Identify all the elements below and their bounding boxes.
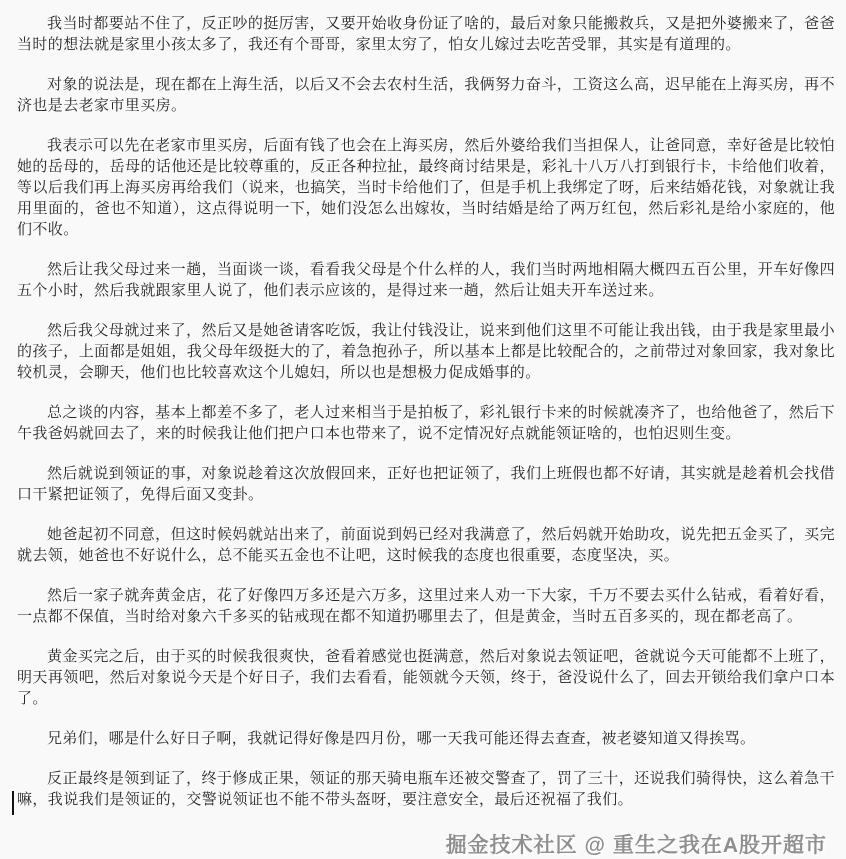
paragraph: 我当时都要站不住了，反正吵的挺厉害，又要开始收身份证了啥的，最后对象只能搬救兵，又是把外婆搬来了，爸爸当时的想法就是家里小孩太多了，我还有个哥哥，家里太穷了，怕女儿嫁过去吃苦受罪，其实是有道理的。 bbox=[17, 15, 835, 53]
paragraph: 然后一家子就奔黄金店，花了好像四万多还是六万多，这里过来人劝一下大家，千万不要去买什么钻戒，看着好看，一点都不保值，当时给对象六千多买的钻戒现在都不知道扔哪里去了，但是黄金，当时五百多买的，现在都老高了。 bbox=[17, 587, 835, 625]
paragraph: 对象的说法是，现在都在上海生活，以后又不会去农村生活，我俩努力奋斗，工资这么高，迟早能在上海买房，再不济也是去老家市里买房。 bbox=[17, 76, 835, 114]
paragraph: 然后就说到领证的事，对象说趁着这次放假回来，正好也把证领了，我们上班假也都不好请，其实就是趁着机会找借口干紧把证领了，免得后面又变卦。 bbox=[17, 465, 835, 503]
paragraph: 然后让我父母过来一趟，当面谈一谈，看看我父母是个什么样的人，我们当时两地相隔大概四五百公里，开车好像四五个小时，然后我就跟家里人说了，他们表示应该的，是得过来一趟，然后让姐夫开车送过来。 bbox=[17, 261, 835, 299]
paragraph: 总之谈的内容，基本上都差不多了，老人过来相当于是拍板了，彩礼银行卡来的时候就凑齐了，也给他爸了，然后下午我爸妈就回去了，来的时候我让他们把户口本也带来了，说不定情况好点就能领证啥的，也怕迟则生变。 bbox=[17, 404, 835, 442]
paragraph: 兄弟们，哪是什么好日子啊，我就记得好像是四月份，哪一天我可能还得去查查，被老婆知道又得挨骂。 bbox=[47, 730, 756, 747]
text-cursor-caret bbox=[12, 791, 14, 815]
watermark: 掘金技术社区 @ 重生之我在A股开超市 bbox=[445, 834, 827, 857]
paragraph: 她爸起初不同意，但这时候妈就站出来了，前面说到妈已经对我满意了，然后妈就开始助攻，说先把五金买了，买完就去领，她爸也不好说什么，总不能买五金也不让吧，这时候我的态度也很重要，态度坚决，买。 bbox=[17, 526, 835, 564]
paragraph: 反正最终是领到证了，终于修成正果，领证的那天骑电瓶车还被交警查了，罚了三十，还说我们骑得快，这么着急干嘛，我说我们是领证的，交警说领证也不能不带头盔呀，要注意安全，最后还祝福了我们。 bbox=[17, 770, 835, 808]
paragraph: 黄金买完之后，由于买的时候我很爽快，爸看着感觉也挺满意，然后对象说去领证吧，爸就说今天可能都不上班了，明天再领吧，然后对象说今天是个好日子，我们去看看，能领就今天领，终于，爸没说什么了，回去开锁给我们拿户口本了。 bbox=[17, 648, 835, 707]
paragraph: 然后我父母就过来了，然后又是她爸请客吃饭，我让付钱没让，说来到他们这里不可能让我出钱，由于我是家里最小的孩子，上面都是姐姐，我父母年级挺大的了，着急抱孙子，所以基本上都是比较配合的，之前带过对象回家，我对象比较机灵，会聊天，他们也比较喜欢这个儿媳妇，所以也是想极力促成婚事的。 bbox=[17, 322, 835, 381]
paragraph: 我表示可以先在老家市里买房，后面有钱了也会在上海买房，然后外婆给我们当担保人，让爸同意，幸好爸是比较怕她的岳母的，岳母的话他还是比较尊重的，反正各种拉扯，最终商讨结果是，彩礼十八万八打到银行卡，卡给他们收着，等以后我们再上海买房再给我们（说来，也搞笑，当时卡给他们了，但是手机上我绑定了呀，后来结婚花钱，对象就让我用里面的，爸也不知道），这点得说明一下，她们没怎么出嫁妆，当时结婚是给了两万红包，然后彩礼是给小家庭的，他们不收。 bbox=[17, 137, 835, 238]
